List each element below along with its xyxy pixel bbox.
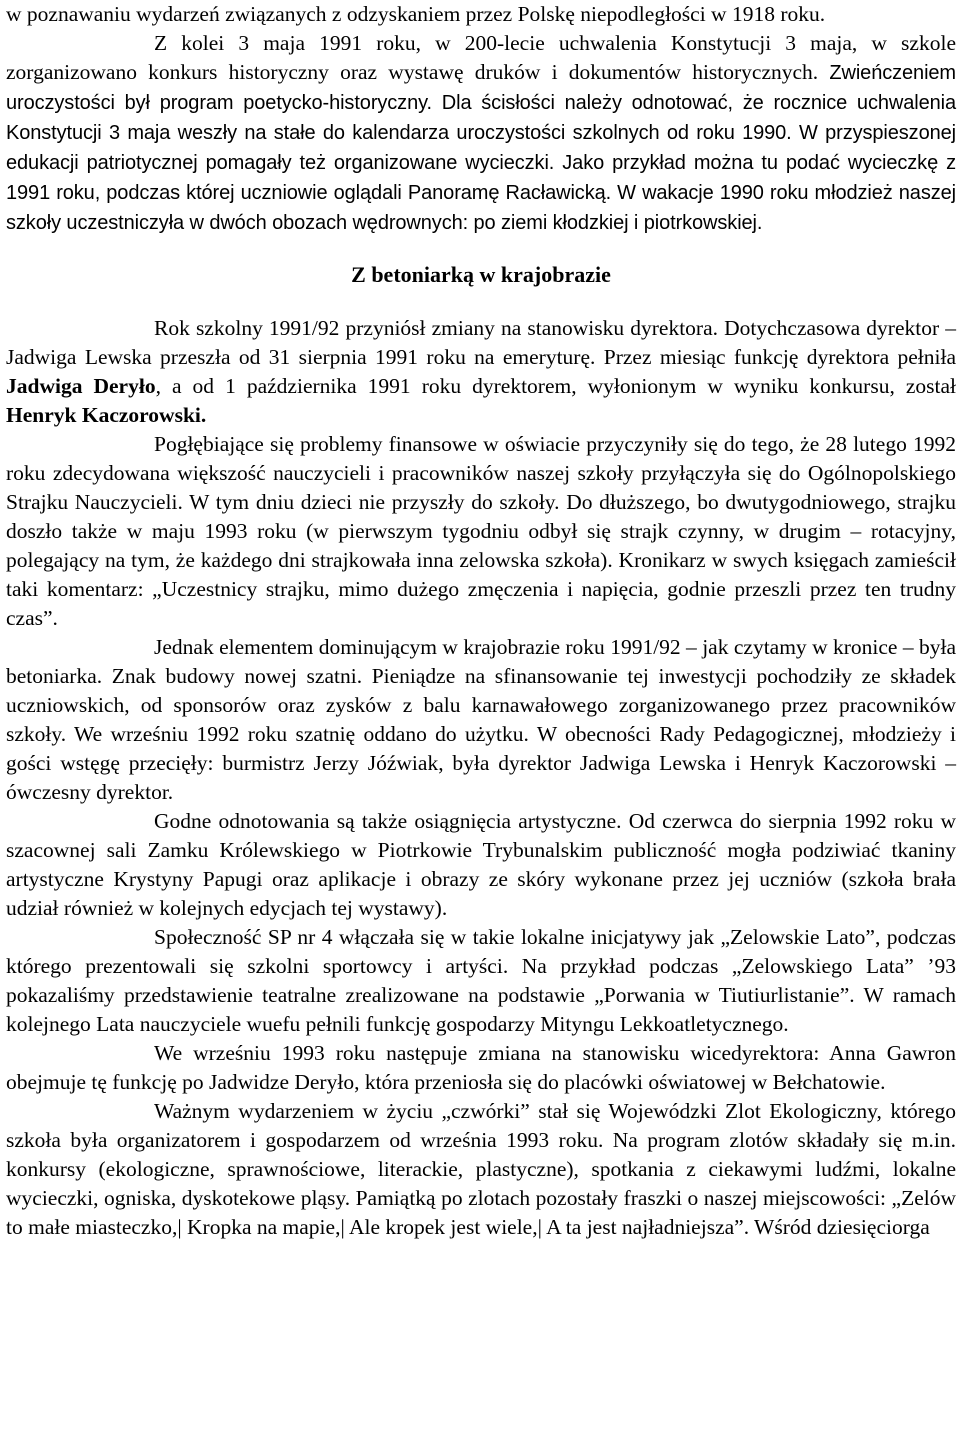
paragraph-text: , a od 1 października 1991 roku dyrektorem, wyłonionym w wyniku konkursu, został — [155, 374, 957, 398]
bold-name-deryło: Jadwiga Deryło — [6, 374, 156, 398]
document-page — [6, 0, 956, 1242]
paragraph-text: Z kolei 3 maja 1991 roku, w 200-lecie uchwalenia Konstytucji 3 maja, w szkole zorganizowano konkurs historyczny oraz wystawę druków i dokumentów historycznych. — [6, 31, 956, 84]
paragraph-strike: Pogłębiające się problemy finansowe w oświacie przyczyniły się do tego, że 28 lutego 1992 roku zdecydowana większość nauczycieli i pracowników naszej szkoły przyłączyła się do Ogólnopolskiego Strajku Nauczycieli. W tym dniu dzieci nie przyszły do szkoły. Do dłuższego, bo dwutygodniowego, strajku doszło także w maju 1993 roku (w pierwszym tygodniu odbył się strajk czynny, w drugim – rotacyjny, polegający na tym, że każdego dni strajkowała inna zelowska szkoła). Kronikarz w swych księgach zamieścił taki komentarz: „Uczestnicy strajku, mimo dużego zmęczenia i napięcia, godnie przeszli przez ten trudny czas”. — [6, 432, 956, 630]
paragraph-text-sans: Zwieńczeniem uroczystości był program poetycko-historyczny. Dla ścisłości należy odnotować, że rocznice uchwalenia Konstytucji 3 maja weszły na stałe do kalendarza uroczystości szkolnych od roku 1990. W przyspieszonej edukacji patriotycznej pomagały też organizowane wycieczki. Jako przykład można tu podać wycieczkę z 1991 roku, podczas której uczniowie oglądali Panoramę Racławicką. W wakacje 1990 roku młodzież naszej szkoły uczestniczyła w dwóch obozach wędrownych: po ziemi kłodzkiej i piotrkowskiej. — [6, 62, 956, 234]
bold-name-kaczorowski: Henryk Kaczorowski. — [6, 403, 207, 427]
paragraph-constitution-anniversary — [6, 29, 956, 238]
paragraph-concrete-mixer: Jednak elementem dominującym w krajobrazie roku 1991/92 – jak czytamy w kronice – była betoniarka. Znak budowy nowej szatni. Pieniądze na sfinansowanie tej inwestycji pochodziły ze składek uczniowskich, od sponsorów oraz zysków z balu karnawałowego zorganizowanego przez pracowników szkoły. We wrześniu 1992 roku szatnię oddano do użytku. W obecności Rady Pedagogicznej, młodzieży i gości wstęgę przecięły: burmistrz Jerzy Jóźwiak, była dyrektor Jadwiga Lewska i Henryk Kaczorowski – ówczesny dyrektor. — [6, 635, 956, 804]
paragraph-eco-rally: Ważnym wydarzeniem w życiu „czwórki” stał się Wojewódzki Zlot Ekologiczny, którego szkoła była organizatorem i gospodarzem od września 1993 roku. Na program zlotów składały się m.in. konkursy (ekologiczne, sprawnościowe, literackie, plastyczne), spotkania z ciekawymi ludźmi, lokalne wycieczki, ogniska, dyskotekowe pląsy. Pamiątką po zlotach pozostały fraszki o naszej miejscowości: „Zelów to małe miasteczko,| Kropka na mapie,| Ale kropek jest wiele,| A ta jest najładniejsza”. Wśród dziesięciorga — [6, 1099, 956, 1239]
paragraph-director-change — [6, 314, 956, 430]
paragraph-continuation: w poznawaniu wydarzeń związanych z odzyskaniem przez Polskę niepodległości w 1918 roku. — [6, 2, 826, 26]
paragraph-vice-director: We wrześniu 1993 roku następuje zmiana na stanowisku wicedyrektora: Anna Gawron obejmuje tę funkcję po Jadwidze Deryło, która przeniosła się do placówki oświatowej w Bełchatowie. — [6, 1041, 956, 1094]
paragraph-art-achievements: Godne odnotowania są także osiągnięcia artystyczne. Od czerwca do sierpnia 1992 roku w szacownej sali Zamku Królewskiego w Piotrkowie Trybunalskim publiczność mogła podziwiać tkaniny artystyczne Krystyny Papugi oraz aplikacje i obrazy ze skóry wykonane przez jej uczniów (szkoła brała udział również w kolejnych edycjach tej wystawy). — [6, 809, 956, 920]
paragraph-text: Rok szkolny 1991/92 przyniósł zmiany na stanowisku dyrektora. Dotychczasowa dyrektor – Jadwiga Lewska przeszła od 31 sierpnia 1991 roku na emeryturę. Przez miesiąc funkcję dyrektora pełniła — [6, 316, 956, 369]
paragraph-local-initiatives: Społeczność SP nr 4 włączała się w takie lokalne inicjatywy jak „Zelowskie Lato”, podczas którego prezentowali się szkolni sportowcy i artyści. Na przykład podczas „Zelowskiego Lata” ’93 pokazaliśmy przedstawienie teatralne zrealizowane na podstawie „Porwania w Tiutiurlistanie”. W ramach kolejnego Lata nauczyciele wuefu pełnili funkcję gospodarzy Mityngu Lekkoatletycznego. — [6, 925, 956, 1036]
section-heading: Z betoniarką w krajobrazie — [351, 262, 611, 287]
